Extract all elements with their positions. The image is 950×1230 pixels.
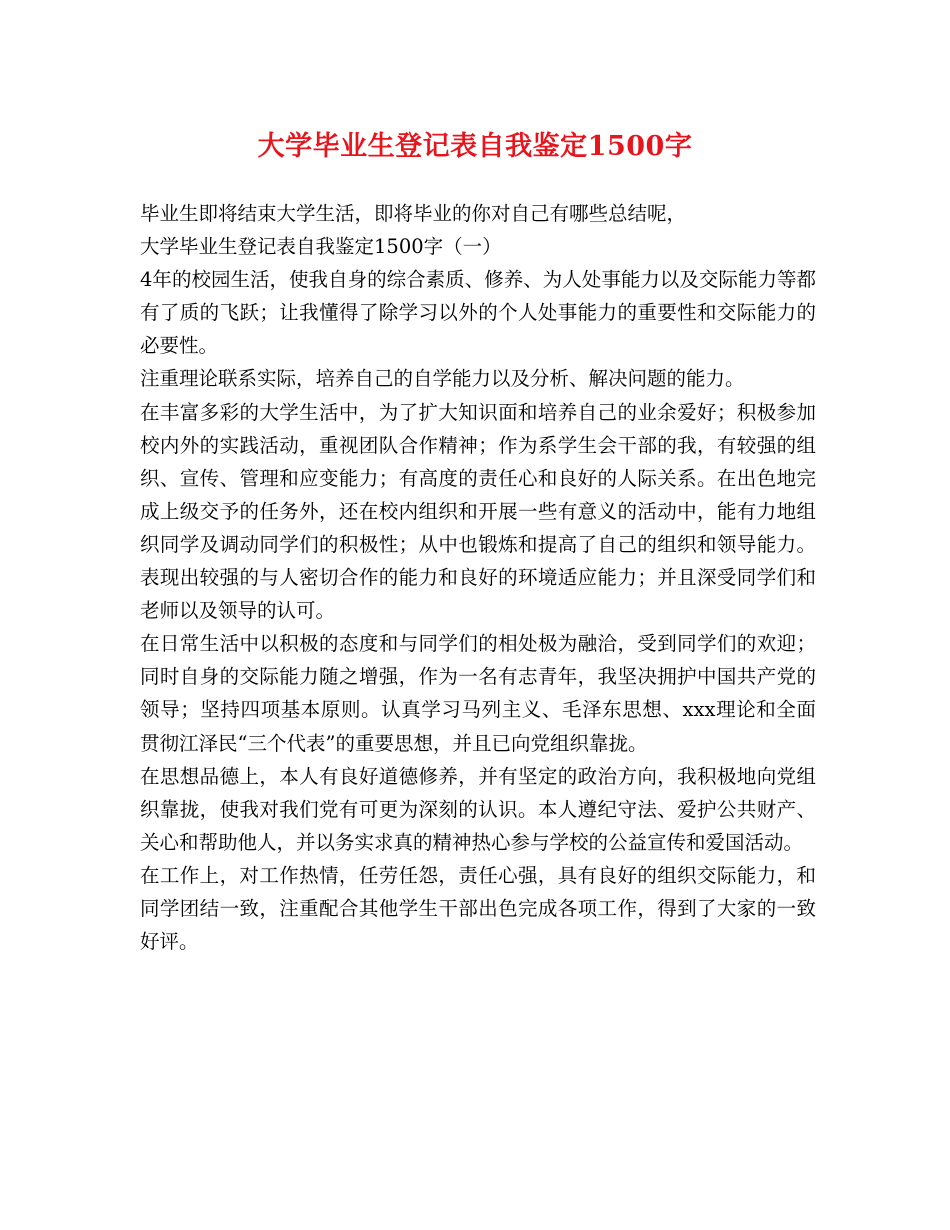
paragraph-activities: 在丰富多彩的大学生活中，为了扩大知识面和培养自己的业余爱好；积极参加校内外的实践活动，重视团队合作精神；作为系学生会干部的我，有较强的组织、宣传、管理和应变能力；有高度的责任心和良好的人际关系。在出色地完成上级交予的任务外，还在校内组织和开展一些有意义的活动中，能有力地组织同学及调动同学们的积极性；从中也锻炼和提高了自己的组织和领导能力。表现出较强的与人密切合作的能力和良好的环境适应能力；并且深受同学们和老师以及领导的认可。 (140, 400, 816, 623)
paragraph-daily-life: 在日常生活中以积极的态度和与同学们的相处极为融洽，受到同学们的欢迎；同时自身的交际能力随之增强，作为一名有志青年，我坚决拥护中国共产党的领导；坚持四项基本原则。认真学习马列主义、毛泽东思想、xxx理论和全面贯彻江泽民“三个代表”的重要思想，并且已向党组织靠拢。 (140, 632, 816, 755)
paragraph-morality: 在思想品德上，本人有良好道德修养，并有坚定的政治方向，我积极地向党组织靠拢，使我对我们党有可更为深刻的认识。本人遵纪守法、爱护公共财产、关心和帮助他人，并以务实求真的精神热心参与学校的公益宣传和爱国活动。 (140, 764, 816, 854)
document-body (140, 197, 816, 958)
paragraph-campus-life: 4年的校园生活，使我自身的综合素质、修养、为人处事能力以及交际能力等都有了质的飞跃；让我懂得了除学习以外的个人处事能力的重要性和交际能力的必要性。 (140, 268, 816, 358)
document-title: 大学毕业生登记表自我鉴定1500字 (257, 131, 693, 162)
paragraph-theory-practice: 注重理论联系实际，培养自己的自学能力以及分析、解决问题的能力。 (140, 367, 745, 391)
paragraph-intro: 毕业生即将结束大学生活，即将毕业的你对自己有哪些总结呢， (140, 202, 687, 225)
section-heading: 大学毕业生登记表自我鉴定1500字（一） (140, 235, 502, 259)
paragraph-work: 在工作上，对工作热情，任劳任怨，责任心强，具有良好的组织交际能力，和同学团结一致，注重配合其他学生干部出色完成各项工作，得到了大家的一致好评。 (140, 863, 816, 954)
